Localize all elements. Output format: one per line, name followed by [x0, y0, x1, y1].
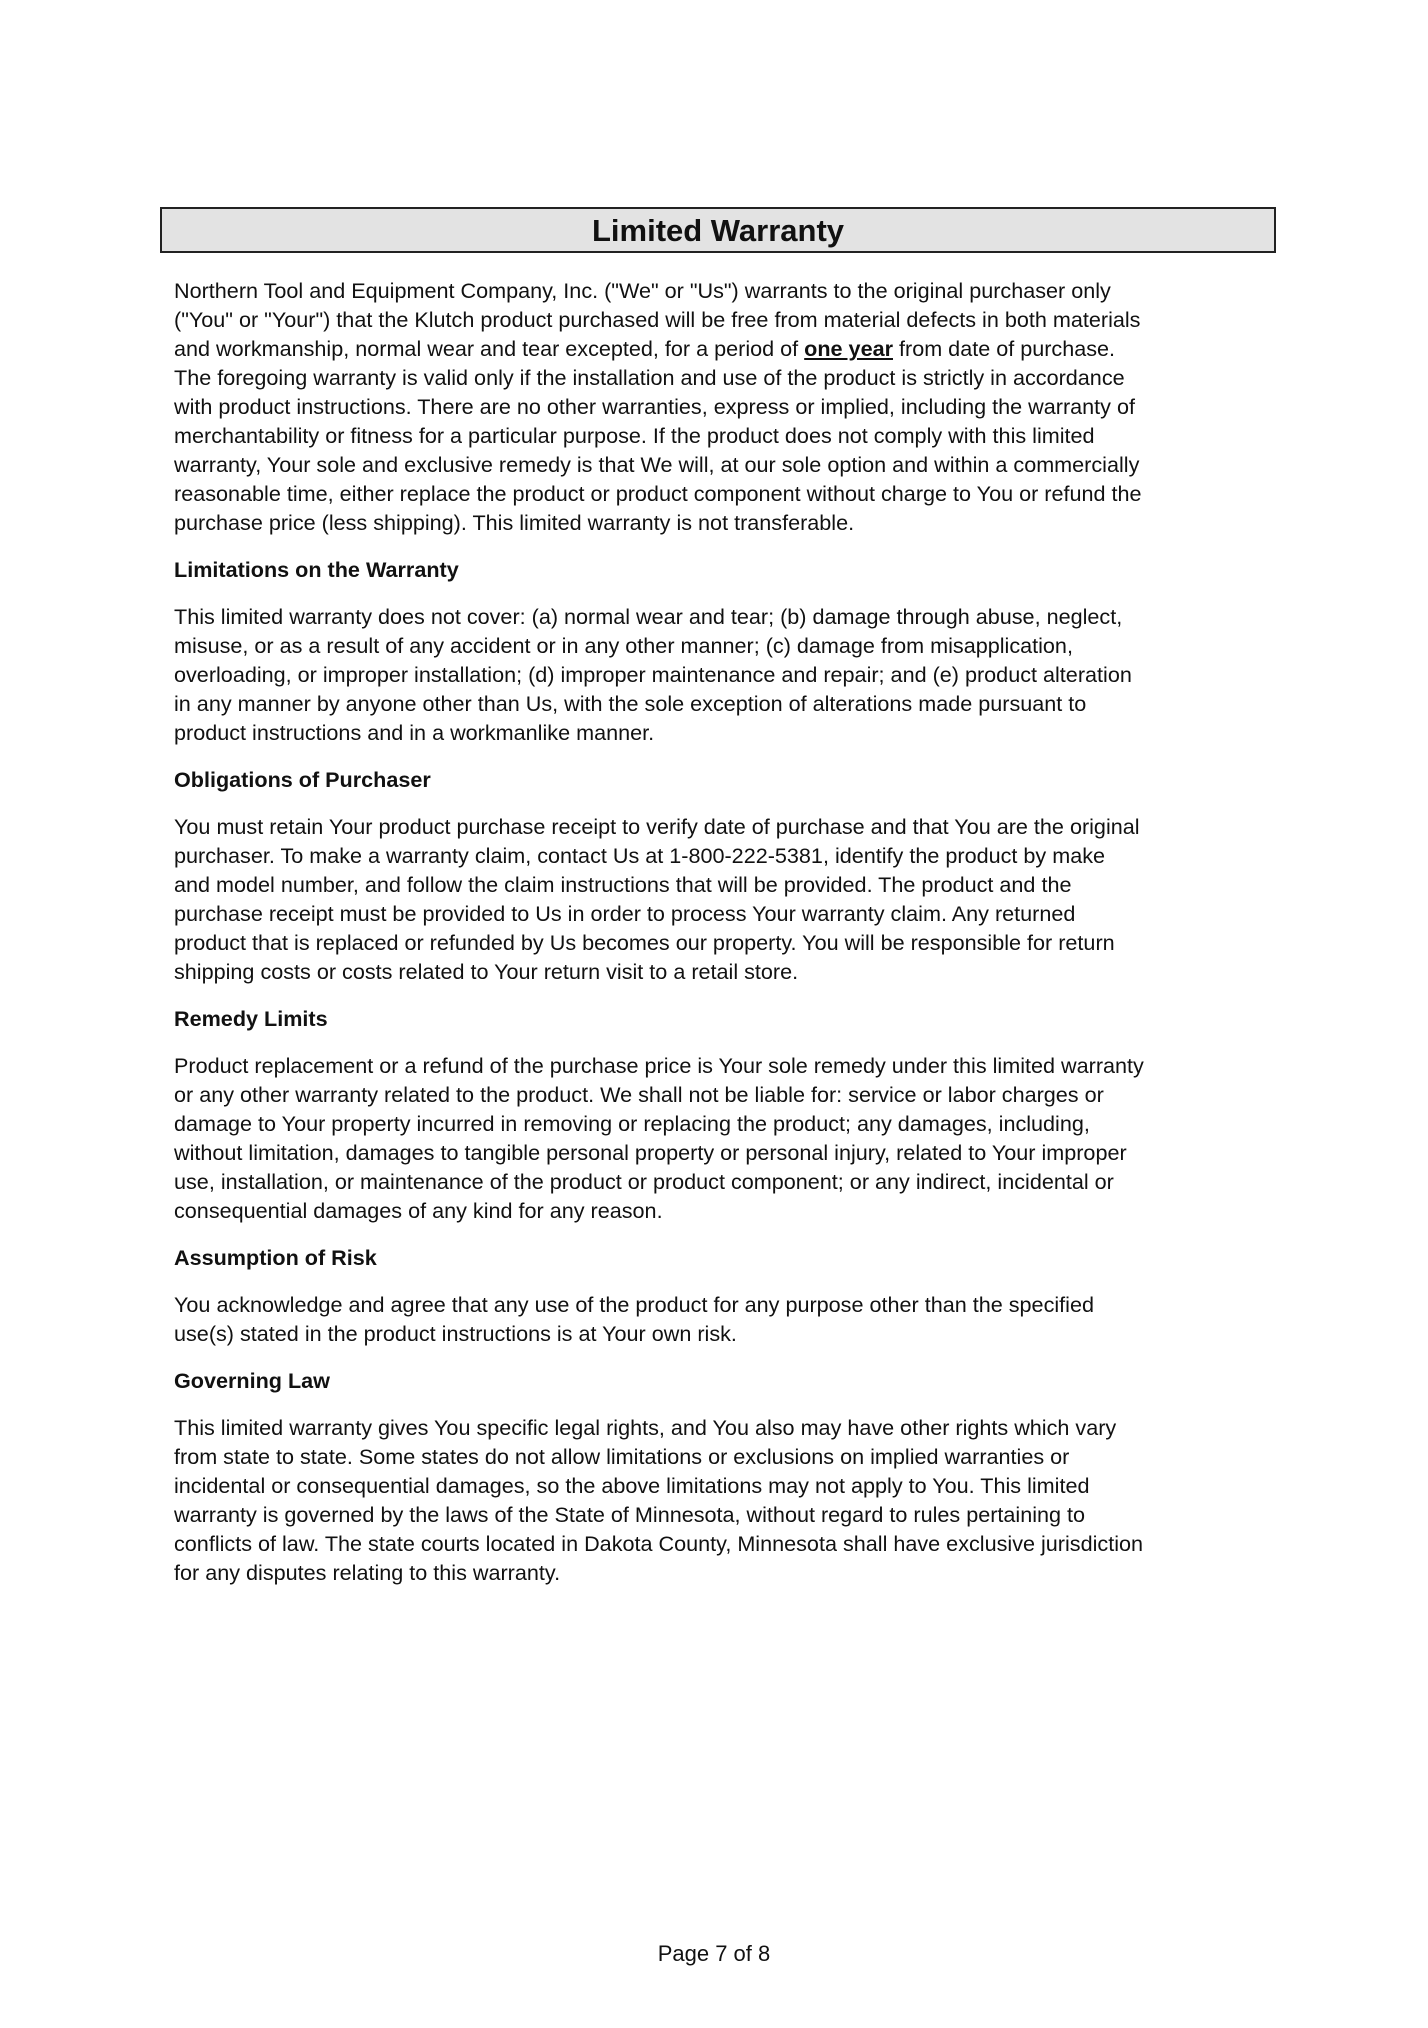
text-line: ("You" or "Your") that the Klutch product purchased will be free from material defects in both materials: [174, 307, 1141, 332]
text-line: [174, 334, 1274, 363]
text-line: warranty is governed by the laws of the State of Minnesota, without regard to rules pertaining to: [174, 1502, 1086, 1527]
text-line: and model number, and follow the claim instructions that will be provided. The product and the: [174, 872, 1072, 897]
text-line: purchase receipt must be provided to Us in order to process Your warranty claim. Any returned: [174, 901, 1076, 926]
text-line: consequential damages of any kind for any reason.: [174, 1198, 663, 1223]
text-line: merchantability or fitness for a particular purpose. If the product does not comply with this limited: [174, 423, 1095, 448]
text-line: conflicts of law. The state courts located in Dakota County, Minnesota shall have exclusive jurisdiction: [174, 1531, 1144, 1556]
text-line: purchase price (less shipping). This limited warranty is not transferable.: [174, 510, 855, 535]
text-line: or any other warranty related to the product. We shall not be liable for: service or labor charges or: [174, 1082, 1104, 1107]
text-line: warranty, Your sole and exclusive remedy is that We will, at our sole option and within a commercially: [174, 452, 1140, 477]
section-heading-governing-law: Governing Law: [174, 1368, 330, 1393]
text-line: shipping costs or costs related to Your return visit to a retail store.: [174, 959, 799, 984]
text-line: from state to state. Some states do not allow limitations or exclusions on implied warranties or: [174, 1444, 1070, 1469]
text-line: The foregoing warranty is valid only if the installation and use of the product is strictly in accordance: [174, 365, 1125, 390]
text-line: in any manner by anyone other than Us, with the sole exception of alterations made pursuant to: [174, 691, 1087, 716]
text-line: damage to Your property incurred in removing or replacing the product; any damages, including,: [174, 1111, 1090, 1136]
text-line: use(s) stated in the product instructions is at Your own risk.: [174, 1321, 737, 1346]
page-number: Page 7 of 8: [657, 1941, 771, 1966]
section-body-governing-law: [174, 1413, 1274, 1587]
text-line: You must retain Your product purchase receipt to verify date of purchase and that You are the original: [174, 814, 1140, 839]
text-line: product instructions and in a workmanlike manner.: [174, 720, 655, 745]
text-fragment: from date of purchase.: [893, 336, 1116, 361]
page-title: Limited Warranty: [160, 207, 1276, 253]
section-heading-limitations: Limitations on the Warranty: [174, 557, 459, 582]
text-line: You acknowledge and agree that any use of the product for any purpose other than the specified: [174, 1292, 1094, 1317]
text-line: purchaser. To make a warranty claim, contact Us at 1-800-222-5381, identify the product by make: [174, 843, 1106, 868]
text-line: misuse, or as a result of any accident or in any other manner; (c) damage from misapplication,: [174, 633, 1073, 658]
section-body-assumption-of-risk: [174, 1290, 1274, 1348]
text-fragment: and workmanship, normal wear and tear excepted, for a period of: [174, 336, 805, 361]
text-line: incidental or consequential damages, so the above limitations may not apply to You. This limited: [174, 1473, 1090, 1498]
warranty-period-emphasis: one year: [804, 336, 893, 361]
warranty-content: [174, 276, 1274, 1605]
text-line: overloading, or improper installation; (d) improper maintenance and repair; and (e) product alteration: [174, 662, 1132, 687]
text-line: Product replacement or a refund of the purchase price is Your sole remedy under this limited warranty: [174, 1053, 1144, 1078]
text-line: reasonable time, either replace the product or product component without charge to You or refund the: [174, 481, 1142, 506]
section-heading-remedy-limits: Remedy Limits: [174, 1006, 328, 1031]
text-line: use, installation, or maintenance of the product or product component; or any indirect, incidental or: [174, 1169, 1114, 1194]
text-line: This limited warranty does not cover: (a) normal wear and tear; (b) damage through abuse, neglect,: [174, 604, 1123, 629]
section-body-limitations: [174, 602, 1274, 747]
text-line: product that is replaced or refunded by Us becomes our property. You will be responsible for return: [174, 930, 1115, 955]
text-line: for any disputes relating to this warranty.: [174, 1560, 561, 1585]
text-line: with product instructions. There are no other warranties, express or implied, including the warranty of: [174, 394, 1135, 419]
text-line: This limited warranty gives You specific legal rights, and You also may have other rights which vary: [174, 1415, 1117, 1440]
section-body-obligations: [174, 812, 1274, 986]
section-heading-obligations: Obligations of Purchaser: [174, 767, 431, 792]
text-line: Northern Tool and Equipment Company, Inc. ("We" or "Us") warrants to the original purchaser only: [174, 278, 1111, 303]
intro-paragraph: [174, 276, 1274, 537]
text-line: without limitation, damages to tangible personal property or personal injury, related to Your improper: [174, 1140, 1127, 1165]
section-body-remedy-limits: [174, 1051, 1274, 1225]
section-heading-assumption-of-risk: Assumption of Risk: [174, 1245, 377, 1270]
